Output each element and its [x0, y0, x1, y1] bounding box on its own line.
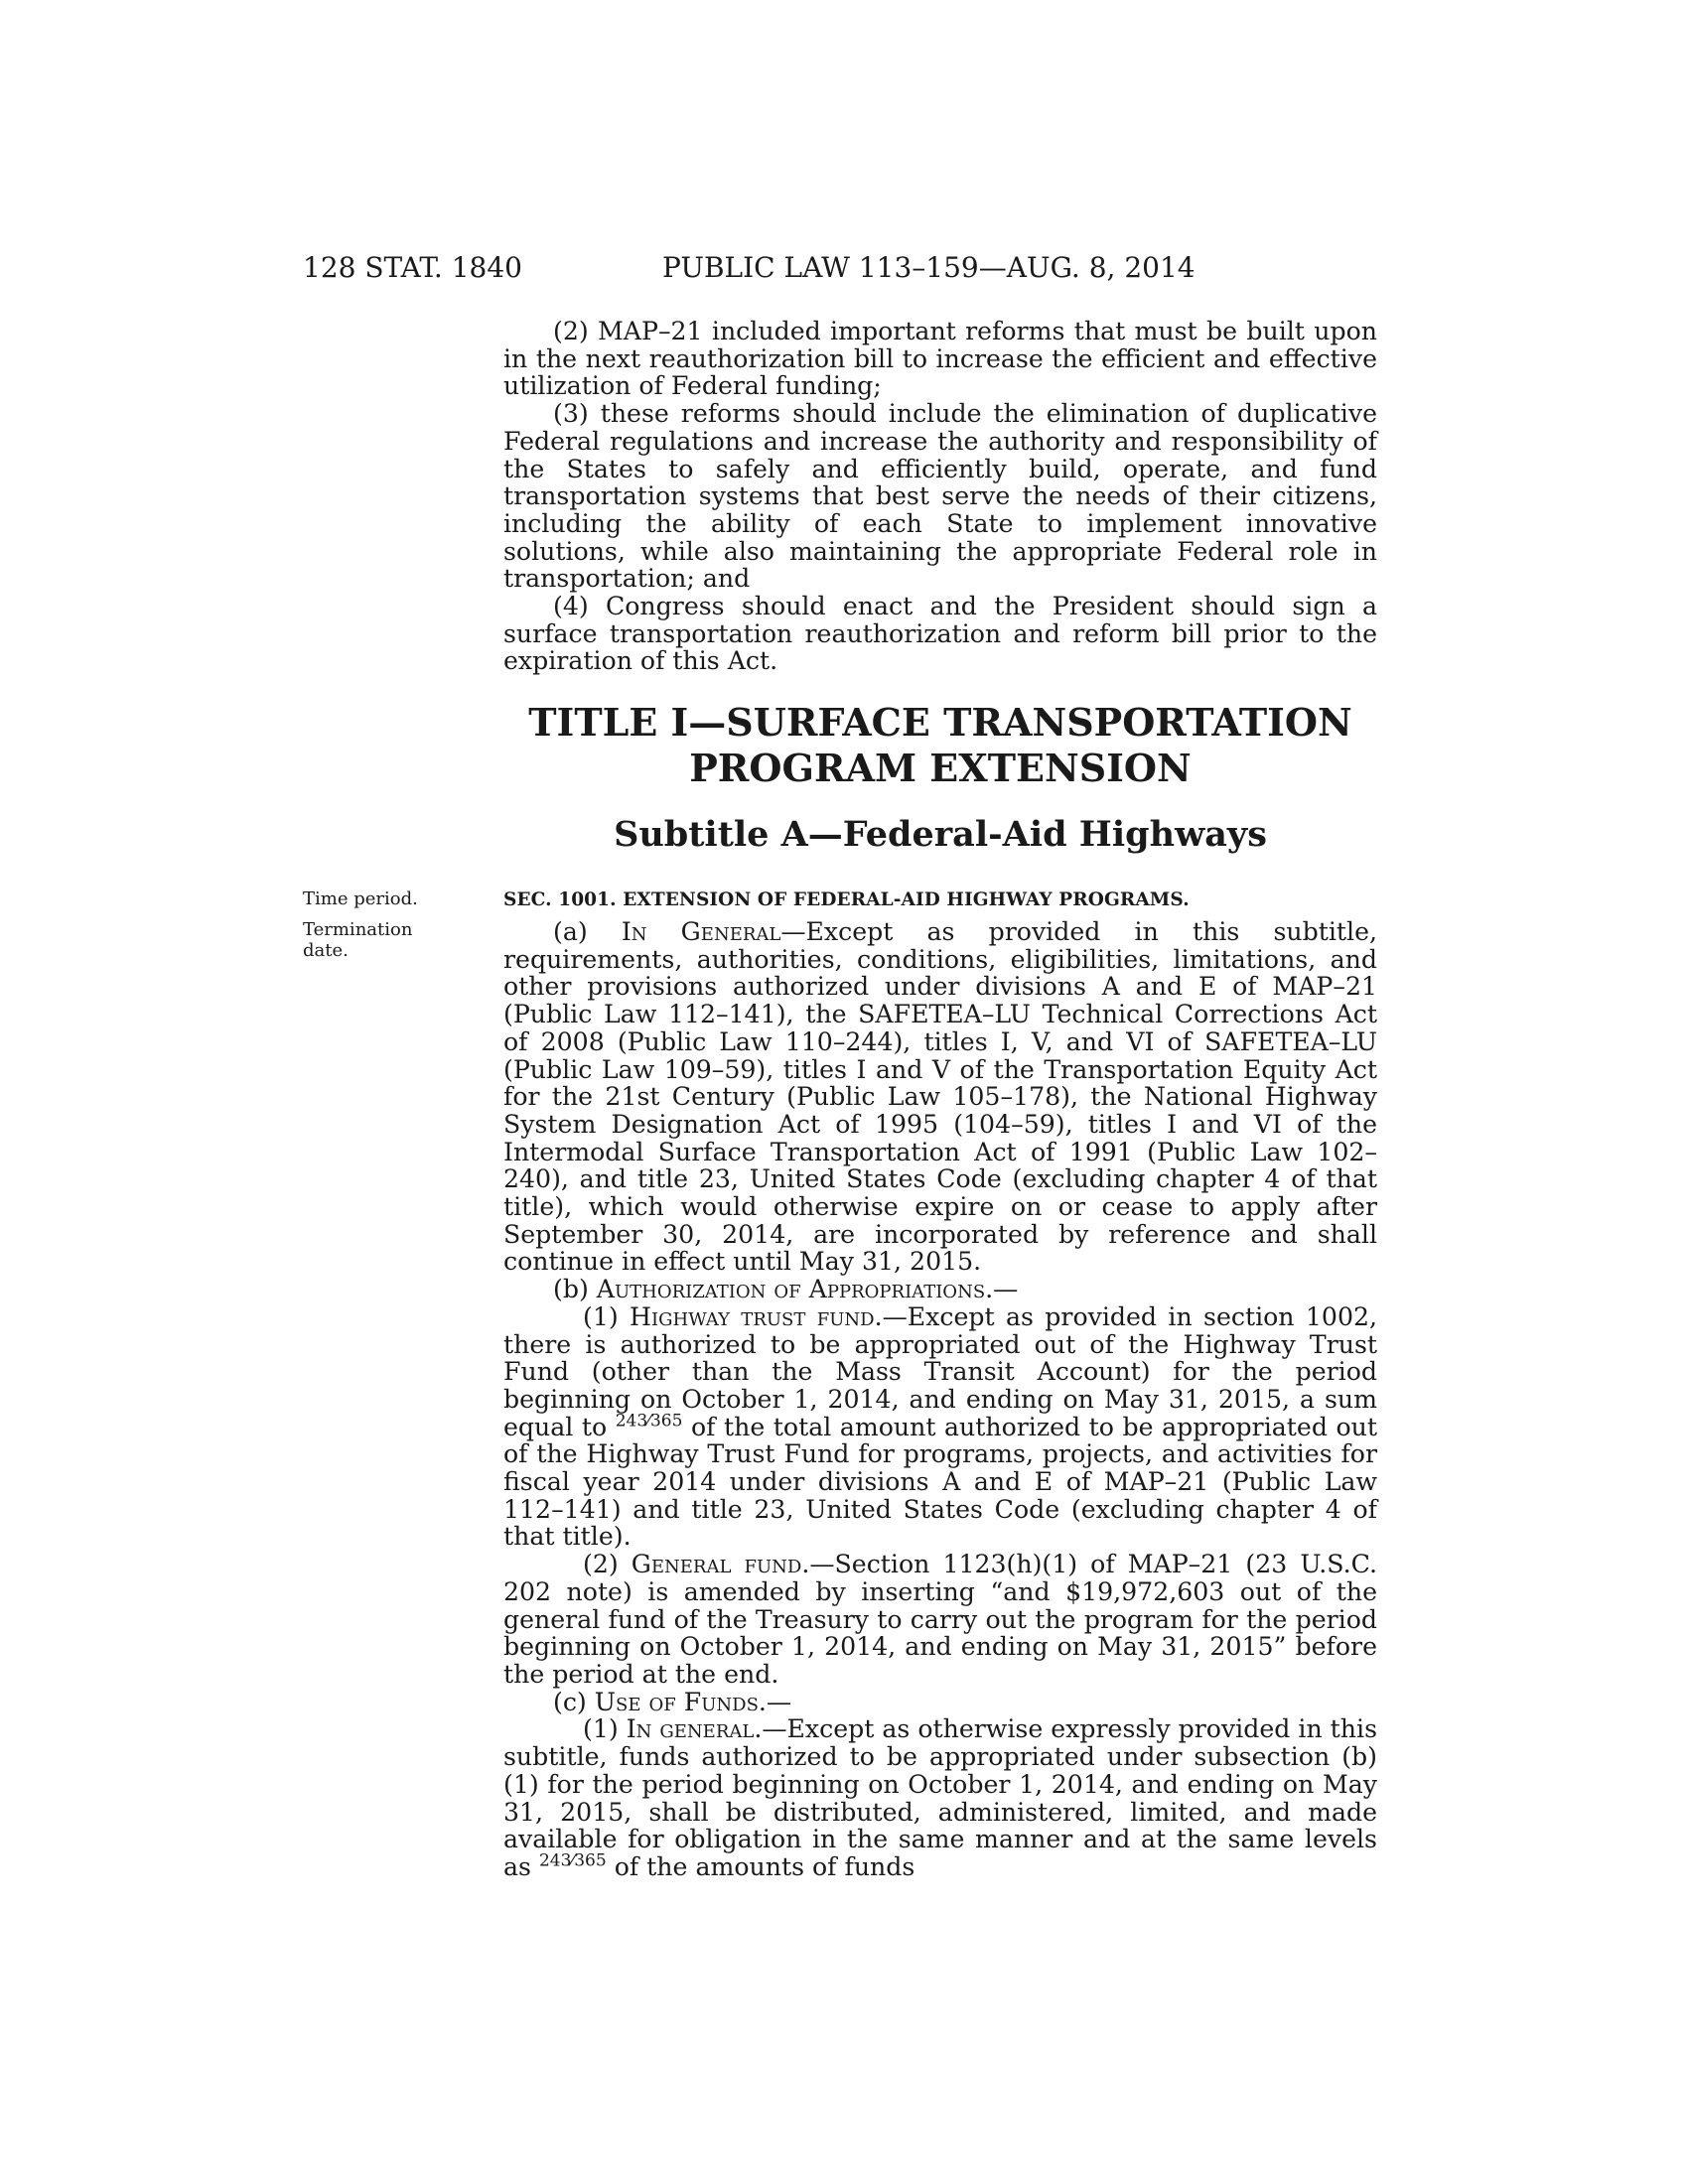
subsection-label: (b) [553, 1275, 589, 1304]
paragraph-text-cont: of the amounts of funds [606, 1851, 915, 1881]
finding-paragraph [503, 593, 1377, 675]
finding-text: MAP–21 included important reforms that must be built upon in the next reauthorization bill to increase the efficient and effective utilization of Federal funding; [503, 317, 1377, 401]
paragraph-caption: Highway trust fund [630, 1301, 875, 1331]
paragraph-number: (1) [583, 1301, 619, 1331]
finding-text: Congress should enact and the President should sign a surface transportation reauthorization and reform bill prior to the expiration of this Act. [503, 592, 1377, 676]
subsection-dash: .— [758, 1687, 792, 1716]
finding-number: (2) [553, 317, 589, 345]
subsection-label: (c) [553, 1687, 587, 1716]
paragraph-text: .—Except as provided in section 1002, there is authorized to be appropriated out of the Highway Trust Fund (other than the Mass Transit Account) for the period beginning on October 1, 2014, and ending on May 31, 2015, a sum equal to [503, 1301, 1377, 1441]
subsection-c [503, 1689, 1377, 1716]
subtitle-heading: Subtitle A—Federal-Aid Highways [614, 814, 1267, 855]
paragraph-number: (1) [583, 1714, 619, 1744]
section-heading: SEC. 1001. EXTENSION OF FEDERAL-AID HIGHWAY PROGRAMS. [503, 889, 1190, 910]
paragraph-b2 [503, 1551, 1377, 1689]
margin-note-termination-date: Termination date. [303, 919, 413, 961]
fraction: 243⁄365 [615, 1411, 683, 1432]
finding-number: (3) [553, 399, 589, 429]
paragraph-c1 [503, 1715, 1377, 1880]
section-body [503, 918, 1377, 1881]
paragraph-caption: General fund [631, 1550, 802, 1579]
public-law-citation: PUBLIC LAW 113–159—AUG. 8, 2014 [662, 251, 1196, 284]
title-line-2: PROGRAM EXTENSION [689, 746, 1192, 790]
subsection-caption: Authorization of Appropriations [596, 1275, 986, 1304]
title-line-1: TITLE I—SURFACE TRANSPORTATION [528, 700, 1352, 745]
subsection-a [503, 918, 1377, 1276]
finding-number: (4) [553, 592, 589, 621]
finding-paragraph [503, 400, 1377, 593]
paragraph-text: .—Except as otherwise expressly provided in this subtitle, funds authorized to be appropriated under subsection (b)(1) for the period beginning on October 1, 2014, and ending on May 31, 2015, shall be distributed, administered, limited, and made available for obligation in the same manner and at the same levels as [503, 1714, 1377, 1881]
subsection-text: —Except as provided in this subtitle, requirements, authorities, conditions, eligibilities, limitations, and other provisions authorized under divisions A and E of MAP–21 (Public Law 112–141), the SAFETEA–LU Technical Corrections Act of 2008 (Public Law 110–244), titles I, V, and VI of SAFETEA–LU (Public Law 109–59), titles I and V of the Transportation Equity Act for the 21st Century (Public Law 105–178), the National Highway System Designation Act of 1995 (104–59), titles I and VI of the Intermodal Surface Transportation Act of 1991 (Public Law 102–240), and title 23, United States Code (excluding chapter 4 of that title), which would otherwise expire on or cease to apply after September 30, 2014, are incorporated by reference and shall continue in effect until May 31, 2015. [503, 917, 1377, 1277]
margin-note-time-period: Time period. [303, 888, 418, 909]
paragraph-text-cont: of the total amount authorized to be appropriated out of the Highway Trust Fund for programs, projects, and activities for fiscal year 2014 under divisions A and E of MAP–21 (Public Law 112–141) and title 23, United States Code (excluding chapter 4 of that title). [503, 1412, 1377, 1552]
paragraph-caption: In general [626, 1714, 755, 1744]
title-heading [503, 700, 1377, 791]
subsection-caption: Use of Funds [594, 1687, 759, 1716]
paragraph-text: .—Section 1123(h)(1) of MAP–21 (23 U.S.C. 202 note) is amended by inserting “and $19,972,603 out of the general fund of the Treasury to carry out the program for the period beginning on October 1, 2014, and ending on May 31, 2015” before the period at the end. [503, 1550, 1377, 1689]
page-header [303, 248, 1395, 288]
finding-paragraph [503, 318, 1377, 400]
subsection-dash: .— [985, 1275, 1019, 1304]
paragraph-number: (2) [583, 1550, 619, 1579]
subsection-caption: In General [621, 917, 781, 946]
fraction: 243⁄365 [538, 1850, 607, 1871]
subsection-label: (a) [553, 917, 588, 946]
subsection-b [503, 1276, 1377, 1303]
finding-text: these reforms should include the elimination of duplicative Federal regulations and increase the authority and responsibility of the States to safely and efficiently build, operate, and fund transportation systems that best serve the needs of their citizens, including the ability of each State to implement innovative solutions, while also maintaining the appropriate Federal role in transportation; and [503, 399, 1377, 594]
paragraph-b1 [503, 1303, 1377, 1551]
stat-page-number: 128 STAT. 1840 [303, 251, 522, 284]
findings-list [503, 318, 1377, 675]
